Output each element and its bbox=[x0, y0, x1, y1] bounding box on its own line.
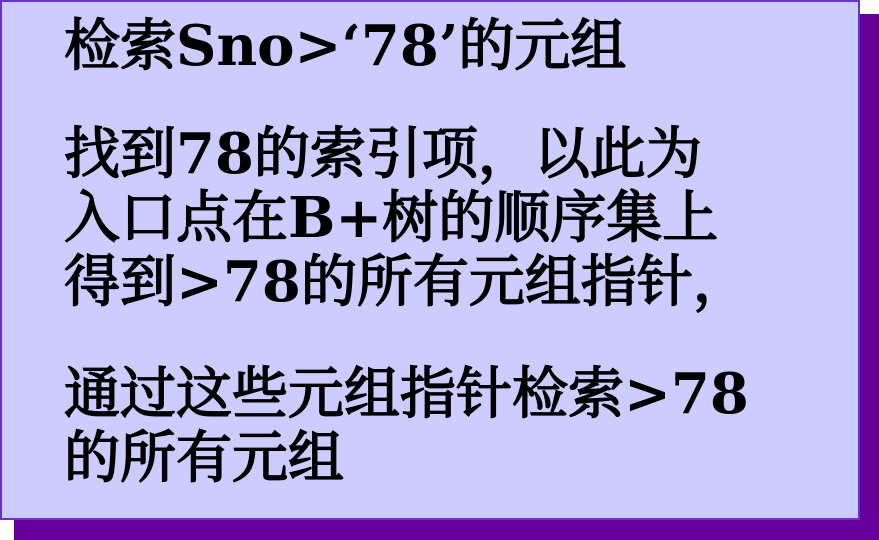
text-line: 通过这些元组指针检索>78 bbox=[64, 361, 749, 427]
text-line: 的所有元组 bbox=[64, 425, 344, 491]
text-line: 找到78的索引项，以此为 bbox=[64, 121, 702, 187]
paragraph-query bbox=[64, 14, 626, 78]
paragraph-retrieve bbox=[64, 362, 749, 490]
text-line: 得到>78的所有元组指针， bbox=[64, 249, 749, 315]
text-line: 检索Sno>‘78’的元组 bbox=[64, 13, 627, 79]
paragraph-btree-search bbox=[64, 122, 749, 314]
text-line: 入口点在B+树的顺序集上 bbox=[64, 185, 719, 251]
